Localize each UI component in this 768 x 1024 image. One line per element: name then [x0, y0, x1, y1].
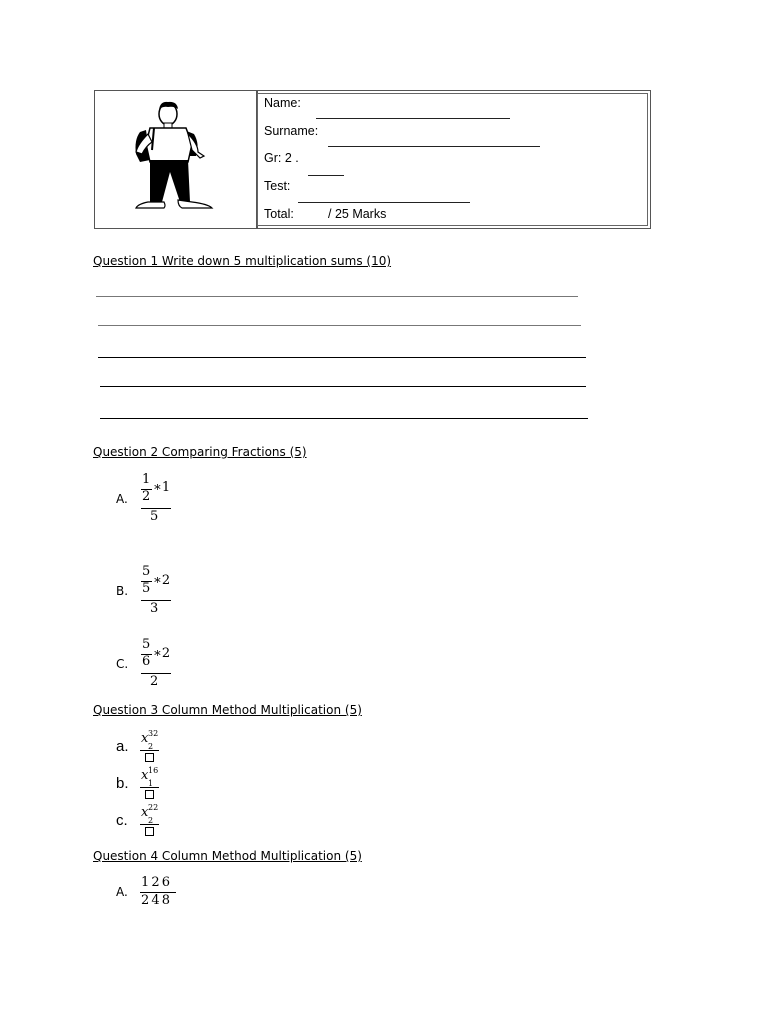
q3-a-var: x [141, 731, 149, 746]
q2-c-multiplier: ∗2 [153, 646, 171, 661]
q3-c-sup: 22 [148, 803, 159, 812]
q2-b-bottom: 3 [150, 601, 159, 616]
question-4-title: Question 4 Column Method Multiplication (5) [93, 849, 362, 863]
q2-b-denominator: 5 [142, 581, 151, 596]
q2-b-multiplier: ∗2 [153, 573, 171, 588]
question-1-title: Question 1 Write down 5 multiplication sums (10) [93, 254, 392, 268]
surname-label: Surname: [264, 124, 319, 138]
q2-a-denominator: 2 [142, 489, 151, 504]
student-illustration [108, 100, 228, 216]
q3-c-var: x [141, 805, 149, 820]
q2-c-bottom: 2 [150, 674, 159, 689]
q2-option-b-label: B. [116, 584, 129, 598]
total-label: Total: [264, 207, 294, 221]
q2-option-a-label: A. [116, 492, 128, 506]
q3-option-b-label: b. [116, 775, 129, 792]
answer-line-2[interactable] [98, 325, 581, 326]
total-marks: / 25 Marks [328, 207, 387, 221]
q2-option-c-label: C. [116, 657, 129, 671]
answer-line-3[interactable] [98, 357, 586, 358]
question-2-title: Question 2 Comparing Fractions (5) [93, 445, 307, 459]
q3-b-sub: 1 [148, 779, 154, 788]
q3-c-bar [140, 824, 159, 825]
q3-b-sup: 16 [148, 766, 159, 775]
answer-line-5[interactable] [100, 418, 588, 419]
q3-b-var: x [141, 768, 149, 783]
q3-a-placeholder-box[interactable] [145, 753, 154, 762]
surname-underline[interactable] [328, 146, 540, 147]
answer-line-4[interactable] [100, 386, 586, 387]
name-underline[interactable] [316, 118, 510, 119]
q2-a-multiplier: ∗1 [153, 480, 171, 495]
test-label: Test: [264, 179, 291, 193]
q3-c-sub: 2 [148, 816, 154, 825]
q3-a-bar [140, 750, 159, 751]
answer-line-1[interactable] [96, 296, 578, 297]
q2-b-numerator: 5 [142, 564, 151, 579]
question-3-title: Question 3 Column Method Multiplication (5) [93, 703, 362, 717]
q3-b-placeholder-box[interactable] [145, 790, 154, 799]
name-label: Name: [264, 96, 301, 110]
q2-a-bottom: 5 [150, 509, 159, 524]
grade-underline[interactable] [308, 175, 344, 176]
grade-label: Gr: 2 . [264, 151, 299, 165]
q4-a-bottom: 2 4 8 [141, 893, 170, 908]
q4-a-top: 1 2 6 [141, 875, 170, 890]
test-underline[interactable] [298, 202, 470, 203]
q3-option-c-label: c. [116, 812, 128, 829]
q3-b-bar [140, 787, 159, 788]
q2-c-numerator: 5 [142, 637, 151, 652]
q3-a-sub: 2 [148, 742, 154, 751]
q3-c-placeholder-box[interactable] [145, 827, 154, 836]
q2-c-denominator: 6 [142, 654, 151, 669]
header-info-cell [257, 93, 648, 226]
q2-a-numerator: 1 [142, 472, 151, 487]
q4-option-a-label: A. [116, 885, 128, 899]
q3-a-sup: 32 [148, 729, 159, 738]
q3-option-a-label: a. [116, 738, 129, 755]
